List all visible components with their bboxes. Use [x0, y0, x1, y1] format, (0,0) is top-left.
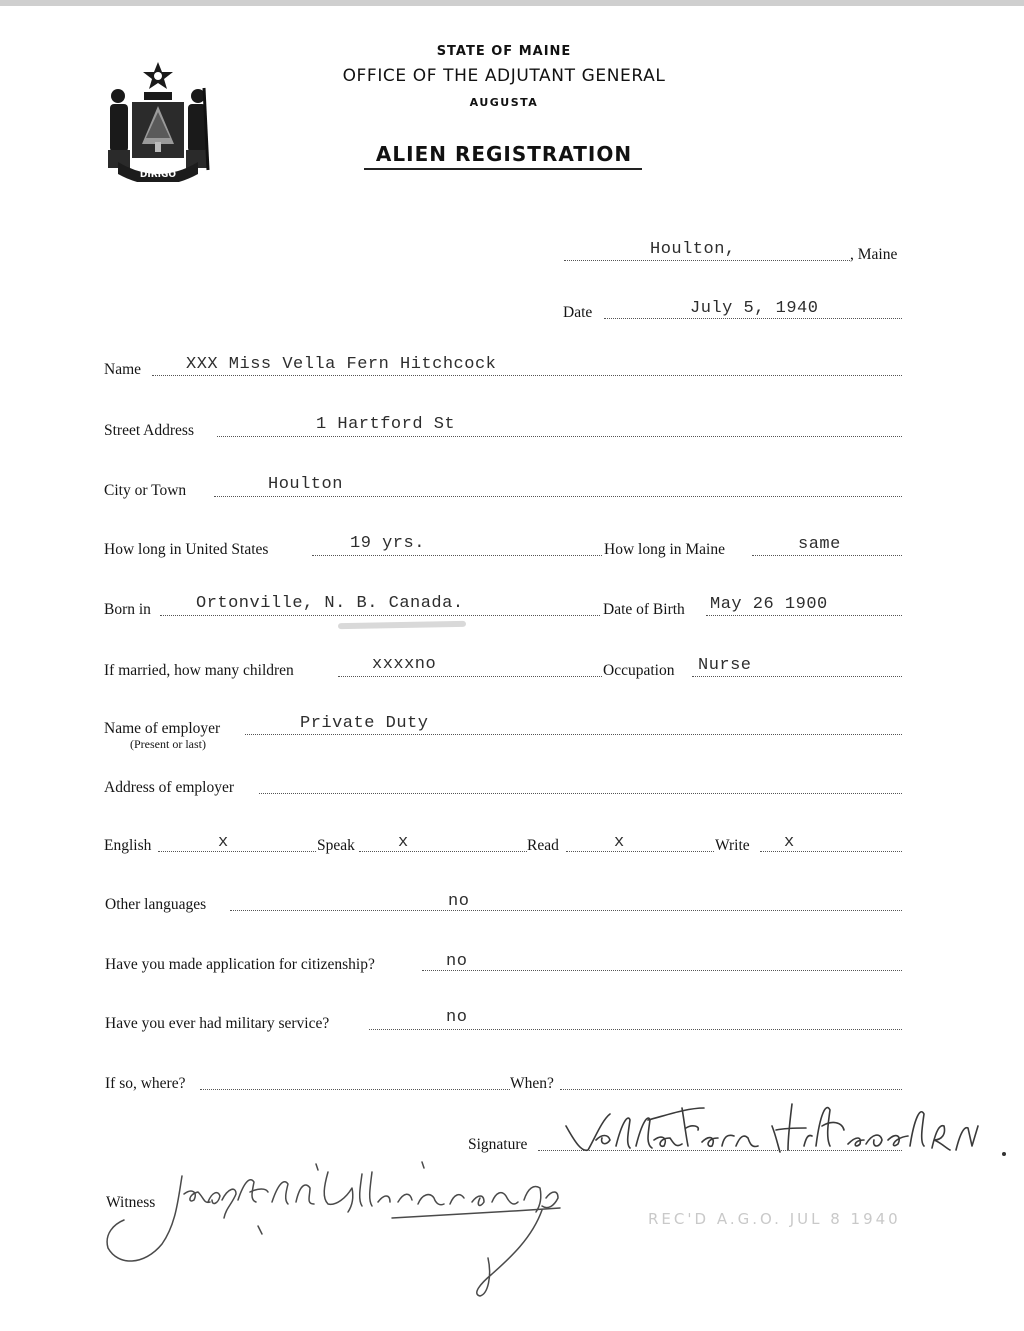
english-value: x: [218, 833, 229, 852]
how-long-us-line: [312, 555, 602, 556]
city-label: City or Town: [104, 482, 187, 499]
write-line: [760, 851, 902, 852]
born-in-line: [160, 615, 600, 616]
speak-label: Speak: [317, 837, 355, 854]
military-label: Have you ever had military service?: [105, 1015, 330, 1032]
form-title: ALIEN REGISTRATION: [375, 142, 633, 166]
other-languages-line: [230, 910, 902, 911]
children-line: [338, 676, 602, 677]
citizenship-line: [422, 970, 902, 971]
occupation-line: [692, 676, 902, 677]
scan-top-edge: [0, 0, 1024, 6]
how-long-us-value: 19 yrs.: [350, 534, 425, 553]
employer-label: Name of employer: [104, 720, 221, 737]
children-label: If married, how many children: [104, 662, 294, 679]
date-of-birth-label: Date of Birth: [603, 601, 685, 618]
witness-handwriting: [100, 1148, 640, 1298]
witness-label: Witness: [106, 1194, 156, 1211]
how-long-maine-value: same: [798, 535, 841, 554]
place-suffix: , Maine: [850, 246, 898, 263]
children-value: xxxxno: [372, 655, 437, 674]
speak-line: [359, 851, 527, 852]
military-line: [369, 1029, 902, 1030]
city-heading: AUGUSTA: [469, 96, 539, 109]
read-line: [566, 851, 714, 852]
military-value: no: [446, 1008, 468, 1027]
occupation-label: Occupation: [603, 662, 675, 679]
employer-address-label: Address of employer: [104, 779, 234, 796]
employer-address-line: [259, 793, 902, 794]
name-line: [152, 375, 902, 376]
employer-line: [245, 734, 902, 735]
citizenship-label: Have you made application for citizenship?: [105, 956, 375, 973]
date-label: Date: [563, 304, 593, 321]
name-value: XXX Miss Vella Fern Hitchcock: [186, 355, 497, 374]
name-label: Name: [104, 361, 142, 378]
office-heading: OFFICE OF THE ADJUTANT GENERAL: [342, 66, 666, 86]
ink-smudge: [338, 621, 466, 629]
how-long-us-label: How long in United States: [104, 541, 269, 558]
where-line: [200, 1089, 510, 1090]
title-underline: [364, 168, 642, 170]
born-in-value: Ortonville, N. B. Canada.: [196, 594, 464, 613]
state-heading: STATE OF MAINE: [436, 44, 572, 59]
city-line: [214, 496, 902, 497]
place-line: [564, 260, 850, 261]
street-label: Street Address: [104, 422, 194, 439]
employer-sublabel: (Present or last): [130, 737, 206, 751]
when-label: When?: [510, 1075, 554, 1092]
date-value: July 5, 1940: [690, 299, 819, 318]
street-line: [217, 436, 902, 437]
date-of-birth-line: [706, 615, 902, 616]
citizenship-value: no: [446, 952, 468, 971]
write-value: x: [784, 833, 795, 852]
signature-label: Signature: [468, 1136, 528, 1153]
read-label: Read: [527, 837, 559, 854]
city-value: Houlton: [268, 475, 343, 494]
date-of-birth-value: May 26 1900: [710, 595, 828, 614]
how-long-maine-label: How long in Maine: [604, 541, 725, 558]
speak-value: x: [398, 833, 409, 852]
how-long-maine-line: [752, 555, 902, 556]
english-line: [158, 851, 316, 852]
occupation-value: Nurse: [698, 656, 752, 675]
other-languages-value: no: [448, 892, 470, 911]
other-languages-label: Other languages: [105, 896, 207, 913]
received-stamp: REC'D A.G.O. JUL 8 1940: [648, 1210, 901, 1228]
english-label: English: [104, 837, 152, 854]
ink-speck: [1002, 1152, 1006, 1156]
street-value: 1 Hartford St: [316, 415, 456, 434]
read-value: x: [614, 833, 625, 852]
date-line: [604, 318, 902, 319]
employer-value: Private Duty: [300, 714, 429, 733]
seal-motto: DIRIGO: [139, 170, 177, 180]
born-in-label: Born in: [104, 601, 151, 618]
place-value: Houlton,: [650, 240, 736, 259]
where-label: If so, where?: [105, 1075, 186, 1092]
write-label: Write: [715, 837, 750, 854]
